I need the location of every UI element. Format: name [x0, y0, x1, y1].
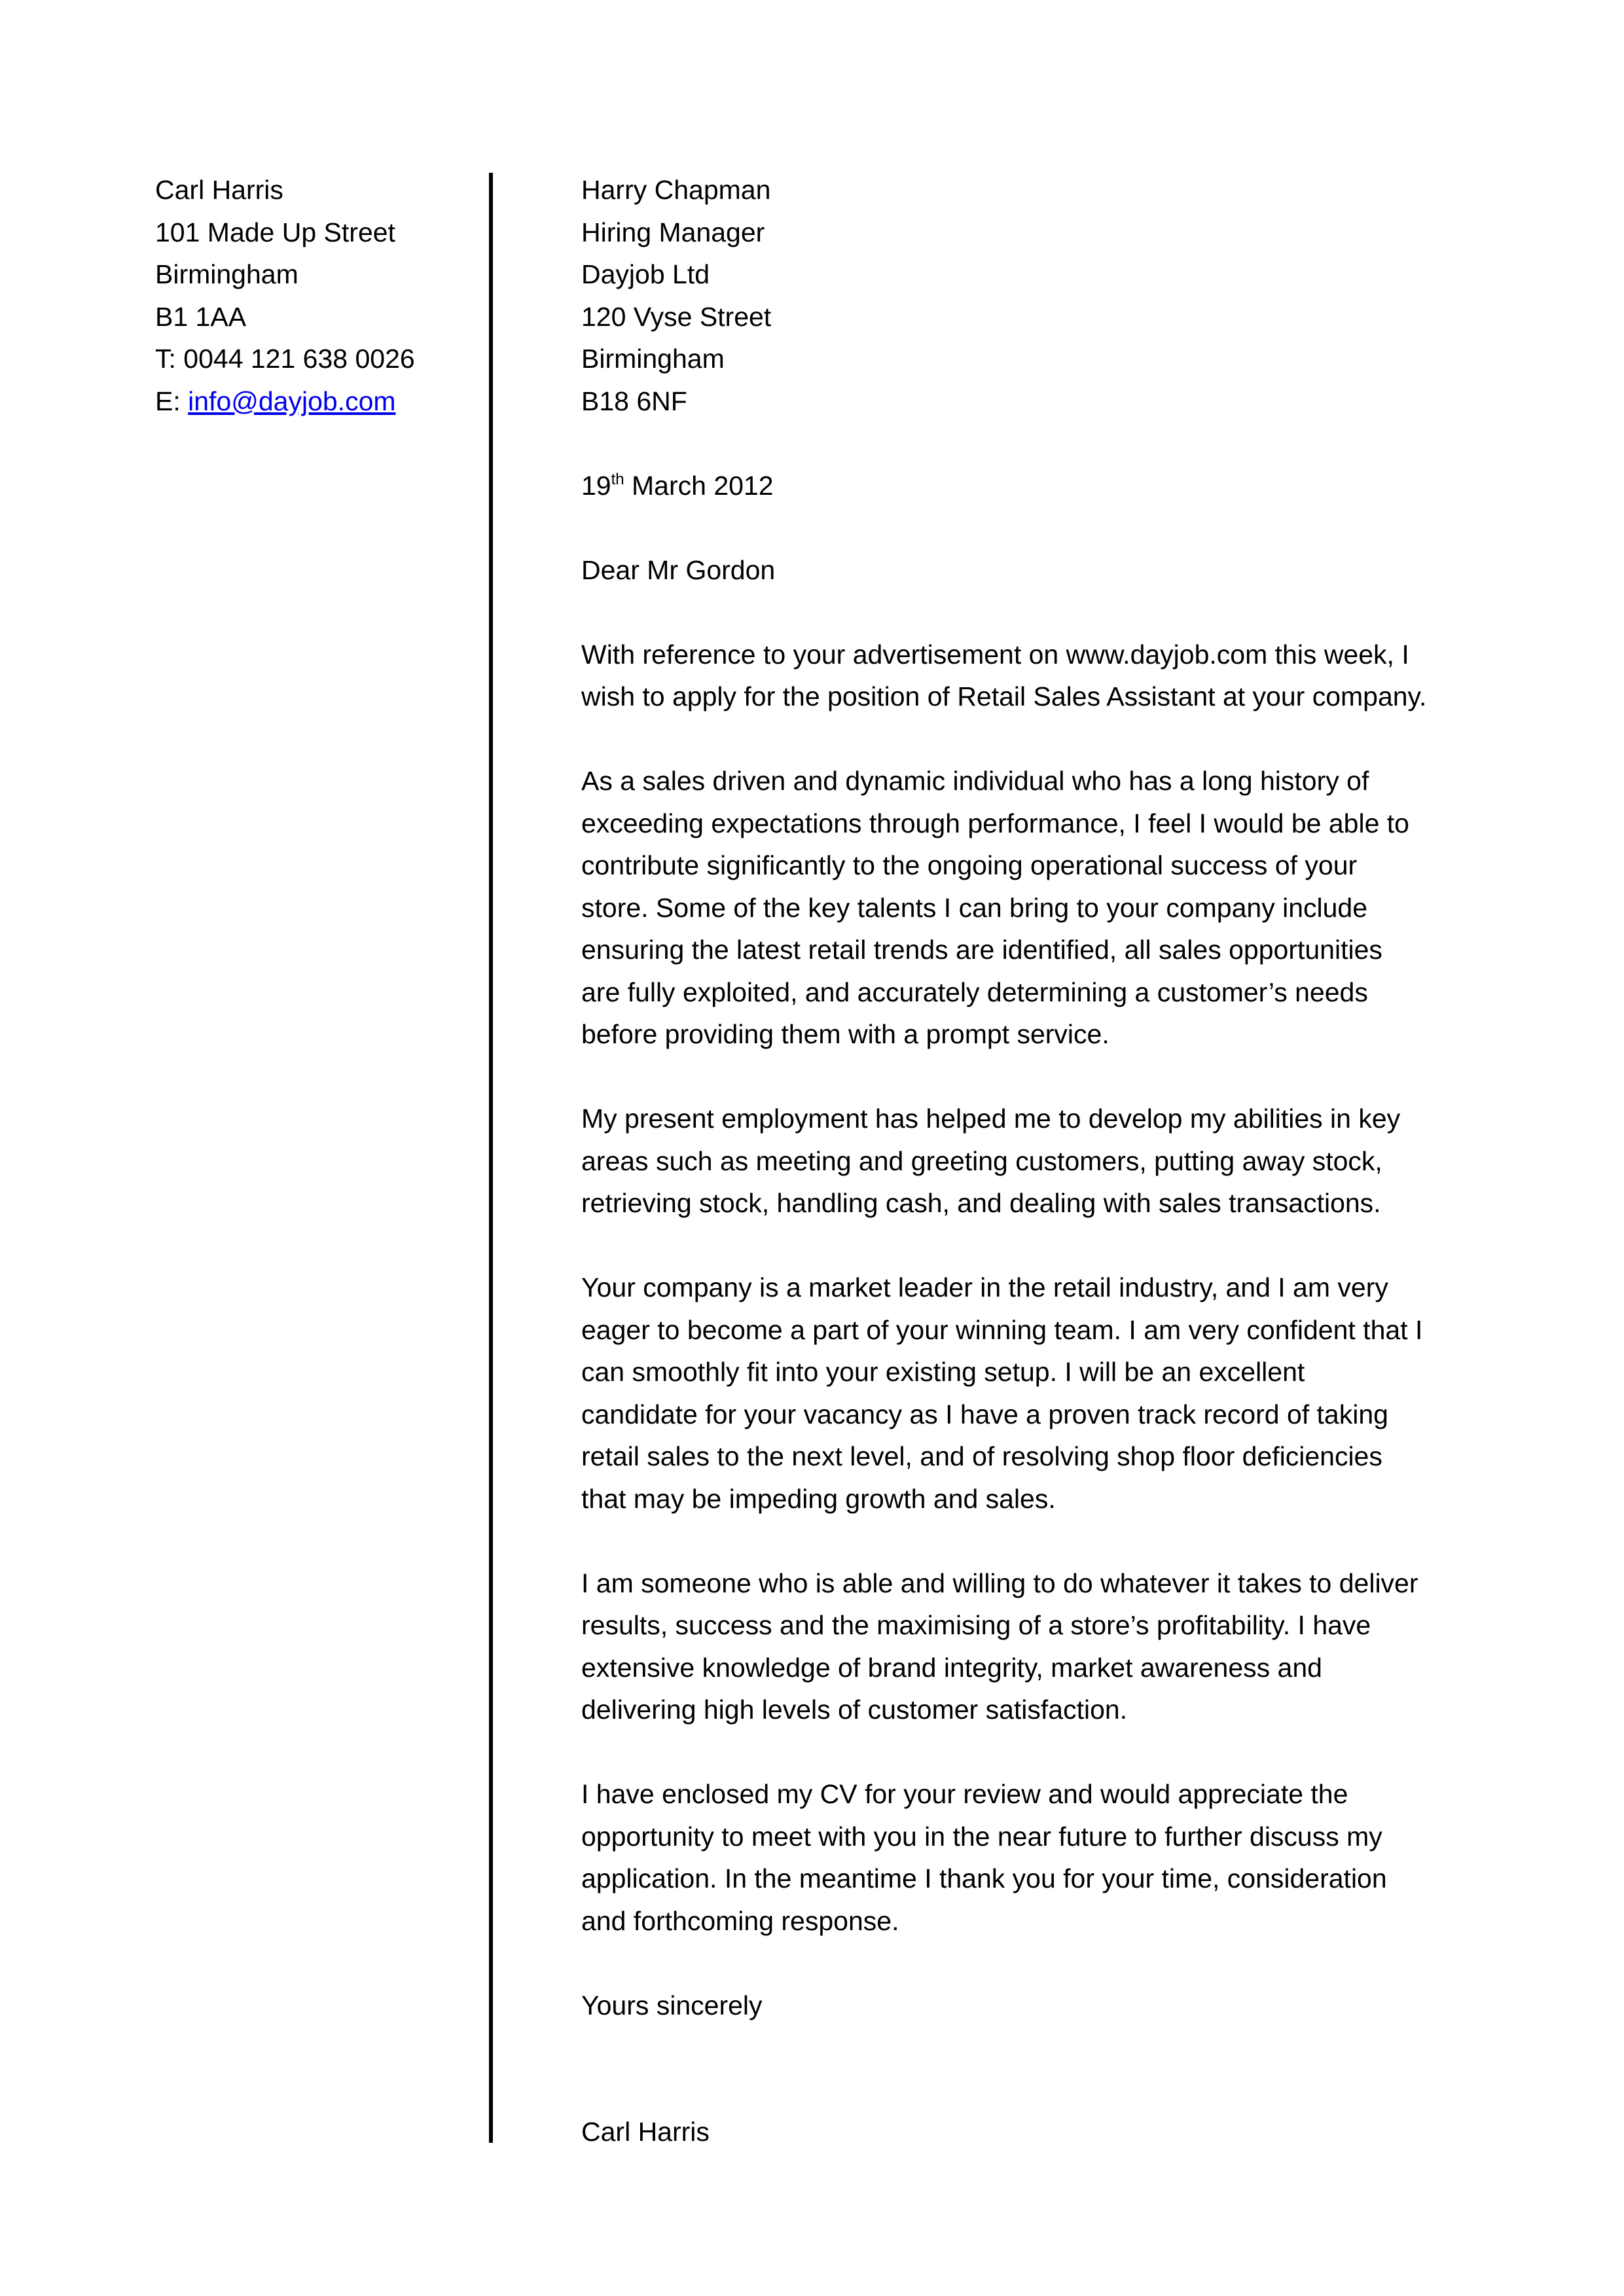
sender-phone: T: 0044 121 638 0026	[155, 344, 415, 374]
paragraph	[581, 634, 1485, 718]
closing: Yours sincerely	[581, 1990, 763, 2020]
paragraph-line: Your company is a market leader in the retail industry, and I am very	[581, 1272, 1388, 1302]
paragraph-line: candidate for your vacancy as I have a proven track record of taking	[581, 1399, 1388, 1429]
paragraph-line: ensuring the latest retail trends are identified, all sales opportunities	[581, 935, 1382, 965]
date-suffix: th	[611, 470, 624, 488]
paragraph-line: wish to apply for the position of Retail Sales Assistant at your company.	[581, 681, 1427, 711]
paragraph-line: As a sales driven and dynamic individual who has a long history of	[581, 766, 1369, 796]
paragraph-line: extensive knowledge of brand integrity, market awareness and	[581, 1652, 1322, 1683]
recipient-city: Birmingham	[581, 344, 725, 374]
paragraph-line: exceeding expectations through performance, I feel I would be able to	[581, 808, 1409, 838]
recipient-name: Harry Chapman	[581, 175, 771, 205]
paragraph	[581, 1266, 1485, 1520]
paragraph-line: application. In the meantime I thank you for your time, consideration	[581, 1863, 1387, 1893]
sender-city: Birmingham	[155, 259, 298, 289]
recipient-company: Dayjob Ltd	[581, 259, 710, 289]
sender-email-line	[155, 380, 469, 423]
letter-date	[581, 465, 1485, 507]
sender-name: Carl Harris	[155, 175, 283, 205]
vertical-divider	[489, 173, 493, 2143]
sender-email-prefix: E:	[155, 386, 189, 416]
paragraph-line: can smoothly fit into your existing setup. I will be an excellent	[581, 1357, 1305, 1387]
salutation: Dear Mr Gordon	[581, 554, 776, 585]
sender-address-block	[155, 169, 469, 422]
paragraph-line: areas such as meeting and greeting customers, putting away stock,	[581, 1145, 1382, 1176]
signature-name: Carl Harris	[581, 2117, 710, 2147]
paragraph-line: that may be impeding growth and sales.	[581, 1483, 1056, 1514]
paragraph	[581, 1098, 1485, 1225]
paragraph-line: contribute significantly to the ongoing operational success of your	[581, 850, 1358, 880]
paragraph-line: eager to become a part of your winning team. I am very confident that I	[581, 1314, 1423, 1345]
date-day: 19	[581, 470, 611, 501]
sender-postcode: B1 1AA	[155, 301, 247, 332]
sender-email-link[interactable]: info@dayjob.com	[188, 386, 396, 416]
paragraph	[581, 1562, 1485, 1731]
paragraph-line: delivering high levels of customer satisfaction.	[581, 1695, 1128, 1725]
paragraph-line: retail sales to the next level, and of resolving shop floor deficiencies	[581, 1441, 1382, 1471]
paragraph-line: I am someone who is able and willing to do whatever it takes to deliver	[581, 1568, 1418, 1598]
date-rest: March 2012	[624, 470, 774, 501]
recipient-postcode: B18 6NF	[581, 386, 687, 416]
paragraph-line: retrieving stock, handling cash, and dealing with sales transactions.	[581, 1188, 1381, 1218]
paragraph	[581, 1773, 1485, 1942]
paragraph-line: I have enclosed my CV for your review and would appreciate the	[581, 1779, 1348, 1809]
letter-paragraphs	[581, 591, 1485, 1942]
sender-street: 101 Made Up Street	[155, 217, 395, 247]
paragraph-line: opportunity to meet with you in the near future to further discuss my	[581, 1821, 1382, 1852]
paragraph	[581, 760, 1485, 1056]
letter-body	[581, 169, 1485, 2153]
recipient-title: Hiring Manager	[581, 217, 765, 247]
paragraph-line: results, success and the maximising of a store’s profitability. I have	[581, 1610, 1371, 1640]
recipient-address-block	[581, 169, 1485, 422]
paragraph-line: and forthcoming response.	[581, 1905, 899, 1936]
paragraph-line: store. Some of the key talents I can bring to your company include	[581, 892, 1368, 923]
paragraph-line: are fully exploited, and accurately determining a customer’s needs	[581, 977, 1368, 1007]
recipient-street: 120 Vyse Street	[581, 301, 772, 332]
paragraph-line: My present employment has helped me to develop my abilities in key	[581, 1103, 1401, 1134]
paragraph-line: With reference to your advertisement on www.dayjob.com this week, I	[581, 639, 1409, 670]
paragraph-line: before providing them with a prompt service.	[581, 1019, 1110, 1049]
